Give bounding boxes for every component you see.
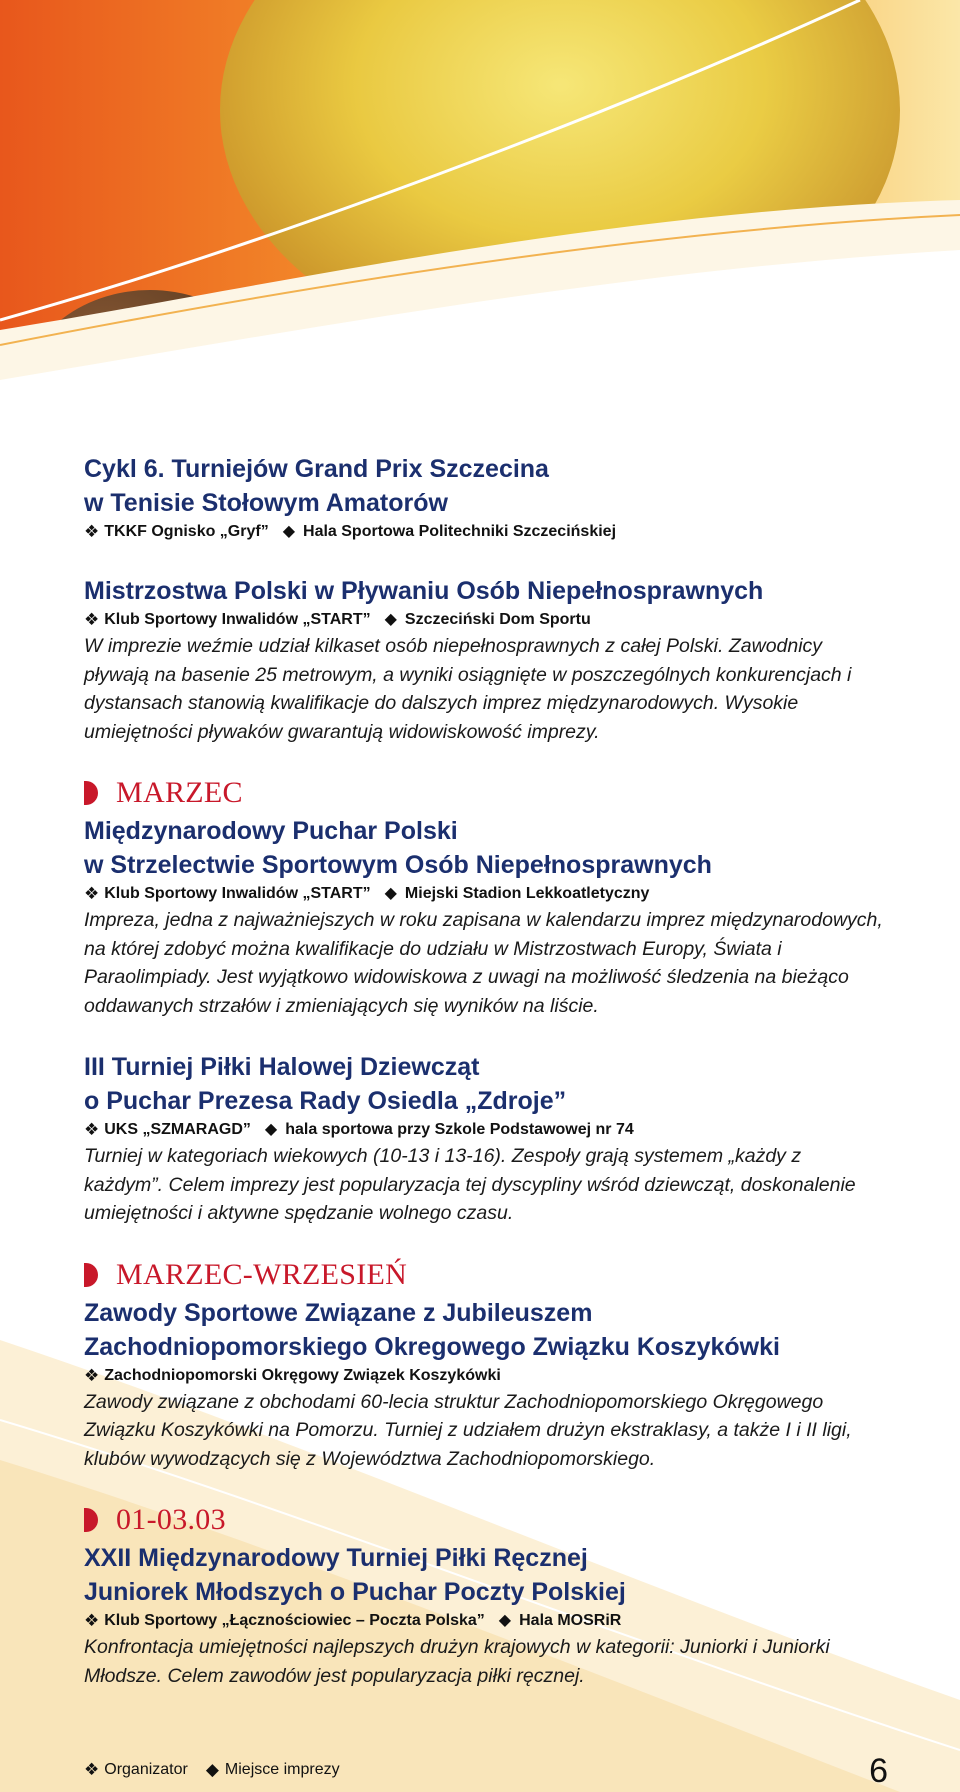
month-label: MARZEC-WRZESIEŃ (116, 1257, 408, 1291)
event-organizer: Zachodniopomorski Okręgowy Związek Koszykówki (104, 1366, 501, 1384)
event-item (84, 574, 884, 746)
organizer-symbol-icon: ❖ (84, 1365, 100, 1385)
event-title (84, 1296, 884, 1364)
venue-symbol-icon: ◆ (205, 1760, 219, 1779)
event-item (84, 1503, 884, 1690)
month-heading (84, 1258, 884, 1292)
event-title-line: w Tenisie Stołowym Amatorów (84, 489, 448, 517)
event-venue: Szczeciński Dom Sportu (404, 611, 591, 628)
event-venue: hala sportowa przy Szkole Podstawowej nr 74 (285, 1121, 634, 1138)
event-venue: Hala MOSRiR (519, 1612, 622, 1629)
event-organizer: UKS „SZMARAGD” (104, 1121, 251, 1138)
event-meta (84, 608, 884, 632)
event-title (84, 814, 884, 882)
organizer-symbol-icon: ❖ (84, 1611, 100, 1630)
event-title (84, 574, 884, 608)
event-item (84, 776, 884, 1020)
event-meta (84, 882, 884, 906)
legend-venue-label: Miejsce imprezy (224, 1761, 340, 1778)
month-marker-icon (84, 1508, 98, 1532)
event-venue: Hala Sportowa Politechniki Szczecińskiej (303, 523, 617, 540)
event-organizer: Klub Sportowy „Łącznościowiec – Poczta Polska” (104, 1612, 485, 1629)
event-item (84, 1050, 884, 1228)
organizer-symbol-icon: ❖ (84, 610, 100, 629)
month-heading (84, 776, 884, 810)
event-organizer: Klub Sportowy Inwalidów „START” (104, 611, 371, 628)
organizer-symbol-icon: ❖ (84, 884, 100, 903)
month-marker-icon (84, 1263, 98, 1287)
event-title-line: w Strzelectwie Sportowym Osób Niepełnosprawnych (84, 851, 712, 879)
event-title-line: Międzynarodowy Puchar Polski (84, 817, 458, 845)
organizer-symbol-icon: ❖ (84, 1760, 100, 1779)
event-title-line: Zachodniopomorskiego Okregowego Związku Koszykówki (84, 1332, 780, 1361)
event-meta (84, 1364, 884, 1388)
event-title (84, 1541, 884, 1609)
organizer-symbol-icon: ❖ (84, 522, 100, 541)
event-title-line: Cykl 6. Turniejów Grand Prix Szczecina (84, 455, 549, 483)
month-marker-icon (84, 781, 98, 805)
event-description: W imprezie weźmie udział kilkaset osób niepełnosprawnych z całej Polski. Zawodnicy pływają na basenie 25 metrowym, a wyniki osiągnięte w poszczególnych konkurencjach i dystansach stanowią kwalifikacje do dalszych imprez międzynarodowych. Wysokie umiejętności pływaków gwarantują widowiskowość imprezy. (84, 635, 852, 743)
event-item (84, 452, 884, 544)
event-title (84, 452, 884, 520)
hero-image (0, 0, 960, 420)
event-title-line: o Puchar Prezesa Rady Osiedla „Zdroje” (84, 1087, 567, 1115)
month-label: MARZEC (116, 776, 243, 809)
event-list (84, 452, 884, 1720)
venue-symbol-icon: ◆ (282, 523, 296, 540)
event-description: Zawody związane z obchodami 60-lecia struktur Zachodniopomorskiego Okręgowego Związku Koszykówki na Pomorzu. Turniej z udziałem drużyn ekstraklasy, a także I i II ligi, klubów wywodzących się z Województwa Zachodniopomorskiego. (84, 1390, 852, 1470)
event-title-line: Mistrzostwa Polski w Pływaniu Osób Niepełnosprawnych (84, 577, 764, 605)
organizer-symbol-icon: ❖ (84, 1120, 100, 1139)
event-item (84, 1258, 884, 1474)
event-title-line: Juniorek Młodszych o Puchar Poczty Polskiej (84, 1578, 626, 1606)
event-organizer: Klub Sportowy Inwalidów „START” (104, 885, 371, 902)
event-title-line: XXII Międzynarodowy Turniej Piłki Ręcznej (84, 1544, 588, 1572)
month-label: 01-03.03 (116, 1503, 226, 1536)
event-venue: Miejski Stadion Lekkoatletyczny (404, 885, 650, 902)
legend (84, 1760, 340, 1780)
event-description: Konfrontacja umiejętności najlepszych drużyn krajowych w kategorii: Juniorki i Juniorki Młodsze. Celem zawodów jest popularyzacja piłki ręcznej. (84, 1636, 830, 1687)
venue-symbol-icon: ◆ (384, 611, 397, 628)
event-title-line: III Turniej Piłki Halowej Dziewcząt (84, 1053, 480, 1081)
venue-symbol-icon: ◆ (498, 1612, 512, 1629)
month-heading (84, 1503, 884, 1537)
event-title (84, 1050, 884, 1118)
event-organizer: TKKF Ognisko „Gryf” (104, 523, 269, 540)
event-meta (84, 1118, 884, 1142)
event-description: Turniej w kategoriach wiekowych (10-13 i 13-16). Zespoły grają systemem „każdy z każdym”. Celem imprezy jest popularyzacja tej dyscypliny wśród dziewcząt, doskonalenie umiejętności i aktywne spędzanie wolnego czasu. (84, 1145, 856, 1224)
venue-symbol-icon: ◆ (384, 885, 397, 902)
event-title-line: Zawody Sportowe Związane z Jubileuszem (84, 1298, 593, 1327)
event-meta (84, 520, 884, 544)
legend-organizer-label: Organizator (104, 1761, 188, 1778)
event-meta (84, 1609, 884, 1633)
venue-symbol-icon: ◆ (264, 1121, 278, 1138)
event-description: Impreza, jedna z najważniejszych w roku zapisana w kalendarzu imprez międzynarodowych, na której zdobyć można kwalifikacje do udziału w Mistrzostwach Europy, Świata i Paraolimpiady. Jest wyjątkowo widowiskowa z uwagi na możliwość śledzenia na bieżąco oddawanych strzałów i zmieniających się wyników na liście. (84, 909, 883, 1017)
page-number: 6 (869, 1752, 888, 1790)
